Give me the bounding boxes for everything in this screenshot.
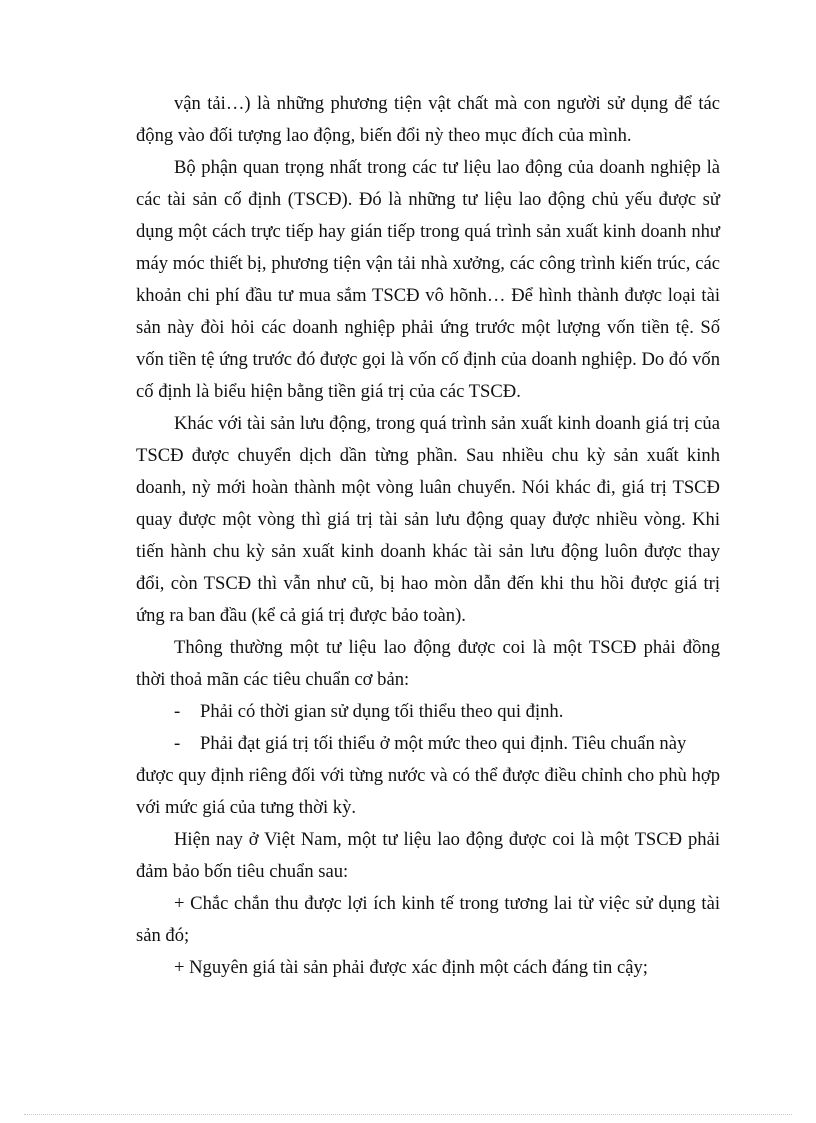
paragraph-fixed-vs-current-assets: Khác với tài sản lưu động, trong quá trình sản xuất kinh doanh giá trị của TSCĐ được chuyển dịch dần từng phần. Sau nhiều chu kỳ sản xuất kinh doanh, nỳ mới hoàn thành một vòng luân chuyển. Nói khác đi, giá trị TSCĐ quay được một vòng thì giá trị tài sản lưu động quay được nhiều vòng. Khi tiến hành chu kỳ sản xuất kinh doanh khác tài sản lưu động luôn được thay đổi, còn TSCĐ thì vẫn như cũ, bị hao mòn dẫn đến khi thu hồi được giá trị ứng ra ban đầu (kể cả giá trị được bảo toàn). [136,413,720,626]
list-item-text: Phải có thời gian sử dụng tối thiểu theo qui định. [200,701,564,722]
paragraph-vietnam-criteria: Hiện nay ở Việt Nam, một tư liệu lao động được coi là một TSCĐ phải đảm bảo bốn tiêu chuẩn sau: [136,829,720,882]
document-page [136,88,720,984]
dash-bullet: - [174,733,181,754]
list-item [136,728,720,760]
page-bottom-divider [24,1114,792,1115]
list-item-text: Phải đạt giá trị tối thiểu ở một mức theo qui định. Tiêu chuẩn này [200,733,687,754]
list-item [136,696,720,728]
criteria-item: + Chắc chắn thu được lợi ích kinh tế trong tương lai từ việc sử dụng tài sản đó; [136,893,720,946]
dash-bullet: - [174,701,181,722]
paragraph-continuation: vận tải…) là những phương tiện vật chất mà con người sử dụng để tác động vào đối tượng lao động, biến đổi nỳ theo mục đích của mình. [136,93,720,146]
criteria-item: + Nguyên giá tài sản phải được xác định một cách đáng tin cậy; [174,957,648,978]
list-item-continuation: được quy định riêng đối với từng nước và có thể được điều chỉnh cho phù hợp với mức giá của tưng thời kỳ. [136,765,720,818]
paragraph-criteria-intro: Thông thường một tư liệu lao động được coi là một TSCĐ phải đồng thời thoả mãn các tiêu chuẩn cơ bản: [136,637,720,690]
paragraph-fixed-assets-definition: Bộ phận quan trọng nhất trong các tư liệu lao động của doanh nghiệp là các tài sản cố định (TSCĐ). Đó là những tư liệu lao động chủ yếu được sử dụng một cách trực tiếp hay gián tiếp trong quá trình sản xuất kinh doanh như máy móc thiết bị, phương tiện vận tải nhà xưởng, các công trình kiến trúc, các khoản chi phí đầu tư mua sắm TSCĐ vô hõnh… Để hình thành được loại tài sản này đòi hỏi các doanh nghiệp phải ứng trước một lượng vốn tiền tệ. Số vốn tiền tệ ứng trước đó được gọi là vốn cố định của doanh nghiệp. Do đó vốn cố định là biểu hiện bằng tiền giá trị của các TSCĐ. [136,157,720,402]
